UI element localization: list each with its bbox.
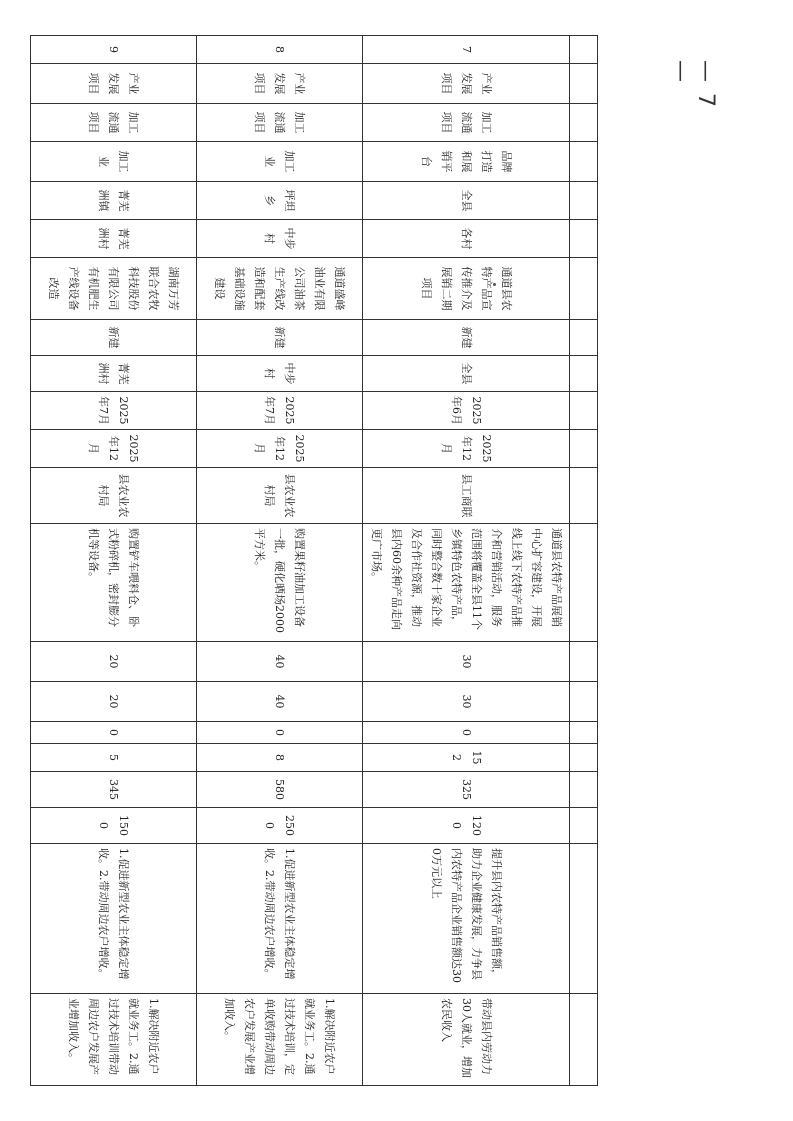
header-cell xyxy=(570,356,598,392)
header-cell xyxy=(570,220,598,258)
location: 中步村 xyxy=(197,356,363,392)
row-number: 9 xyxy=(31,36,197,64)
village: 各村 xyxy=(363,220,570,258)
performance-goal: 1.促进新型农业主体稳定增收。2.带动周边农户增收。 xyxy=(197,844,363,994)
header-cell xyxy=(570,808,598,844)
fund-a: 30 xyxy=(363,682,570,722)
header-cell xyxy=(570,430,598,468)
village: 中步村 xyxy=(197,220,363,258)
header-cell xyxy=(570,642,598,682)
fund-b: 0 xyxy=(31,722,197,744)
project-category: 产业发展项目 xyxy=(363,64,570,104)
performance-goal: 1.促进新型农业主体稳定增收。2.带动周边农户增收。 xyxy=(31,844,197,994)
end-date: 2025年12月 xyxy=(197,430,363,468)
town: 菁芜洲镇 xyxy=(31,182,197,220)
fund-b: 0 xyxy=(197,722,363,744)
fund-e: 2500 xyxy=(197,808,363,844)
town: 坪坦乡 xyxy=(197,182,363,220)
village: 菁芜洲村 xyxy=(31,220,197,258)
performance-goal: 提升县内农特产品销售额，助力企业健康发展，力争县内农特产品企业销售额达300万元以上 xyxy=(363,844,570,994)
fund-e: 1200 xyxy=(363,808,570,844)
start-date: 2025年6月 xyxy=(363,392,570,430)
header-cell xyxy=(570,258,598,320)
project-subcategory: 加工流通项目 xyxy=(197,104,363,142)
construction-nature: 新建 xyxy=(363,320,570,356)
location: 菁芜洲村 xyxy=(31,356,197,392)
benefit-mechanism: 带动县内劳动力30人就业，增加农民收入 xyxy=(363,994,570,1086)
construction-content: 购置铲车喂料仓、卧式粉碎机，密封膨分机等设备。 xyxy=(31,524,197,642)
fund-c: 5 xyxy=(31,744,197,772)
total-funds: 40 xyxy=(197,642,363,682)
fund-c: 8 xyxy=(197,744,363,772)
total-funds: 30 xyxy=(363,642,570,682)
project-subcategory: 加工流通项目 xyxy=(363,104,570,142)
project-type: 品牌打造和展销平台 xyxy=(363,142,570,182)
row-number: 8 xyxy=(197,36,363,64)
table-row xyxy=(197,36,363,1086)
row-number: 7 xyxy=(363,36,570,64)
header-cell xyxy=(570,36,598,64)
start-date: 2025年7月 xyxy=(31,392,197,430)
benefit-mechanism: 1.解决附近农户就业务工。2.通过技术培训，定单收购带动周边农户发展产业增加收入。 xyxy=(197,994,363,1086)
header-cell xyxy=(570,104,598,142)
fund-a: 40 xyxy=(197,682,363,722)
header-cell xyxy=(570,182,598,220)
construction-nature: 新建 xyxy=(197,320,363,356)
total-funds: 20 xyxy=(31,642,197,682)
project-category: 产业发展项目 xyxy=(31,64,197,104)
project-name: 湖南万芳联合农牧科技股份有限公司有机肥生产线设备改造 xyxy=(31,258,197,320)
start-date: 2025年7月 xyxy=(197,392,363,430)
project-name: 通道县农特产品宣传推介及展销二期项目 xyxy=(363,258,570,320)
construction-nature: 新建 xyxy=(31,320,197,356)
fund-d: 345 xyxy=(31,772,197,808)
project-table xyxy=(30,35,598,1086)
header-cell xyxy=(570,320,598,356)
town: 全县 xyxy=(363,182,570,220)
header-cell xyxy=(570,682,598,722)
construction-content: 购置果籽油加工设备一批，硬化晒场2000平方米。 xyxy=(197,524,363,642)
project-name: 通道盛峰油业有限公司油茶生产线改造和配套基础设施建设 xyxy=(197,258,363,320)
fund-b: 0 xyxy=(363,722,570,744)
header-cell xyxy=(570,844,598,994)
table-row xyxy=(31,36,197,1086)
rotated-table-stage xyxy=(47,35,598,1085)
location: 全县 xyxy=(363,356,570,392)
header-cell xyxy=(570,994,598,1086)
responsible-unit: 县工商联 xyxy=(363,468,570,524)
project-type: 加工业 xyxy=(197,142,363,182)
header-cell xyxy=(570,744,598,772)
construction-content: 通道县农特产品展销中心扩容建设，开展线上线下农特产品推介和营销活动，服务范围将覆盖全县11个乡镇特色农特产品，同时整合数十家企业及合作社资源，推动县内60余种产品走向更广市场。 xyxy=(363,524,570,642)
fund-d: 580 xyxy=(197,772,363,808)
header-cell xyxy=(570,722,598,744)
header-cell xyxy=(570,392,598,430)
fund-a: 20 xyxy=(31,682,197,722)
project-category: 产业发展项目 xyxy=(197,64,363,104)
responsible-unit: 县农业农村局 xyxy=(197,468,363,524)
header-cell xyxy=(570,142,598,182)
stray-dot-mark xyxy=(493,283,496,286)
header-strip-row xyxy=(570,36,598,1086)
header-cell xyxy=(570,772,598,808)
project-type: 加工业 xyxy=(31,142,197,182)
responsible-unit: 县农业农村局 xyxy=(31,468,197,524)
end-date: 2025年12月 xyxy=(363,430,570,468)
header-cell xyxy=(570,524,598,642)
fund-d: 325 xyxy=(363,772,570,808)
end-date: 2025年12月 xyxy=(31,430,197,468)
benefit-mechanism: 1.解决附近农户就业务工。2.通过技术培训带动周边农户发展产业增加收入。 xyxy=(31,994,197,1086)
project-subcategory: 加工流通项目 xyxy=(31,104,197,142)
header-cell xyxy=(570,64,598,104)
fund-c: 152 xyxy=(363,744,570,772)
header-cell xyxy=(570,468,598,524)
table-row xyxy=(363,36,570,1086)
fund-e: 1500 xyxy=(31,808,197,844)
page-number: — 7 — xyxy=(668,60,718,109)
